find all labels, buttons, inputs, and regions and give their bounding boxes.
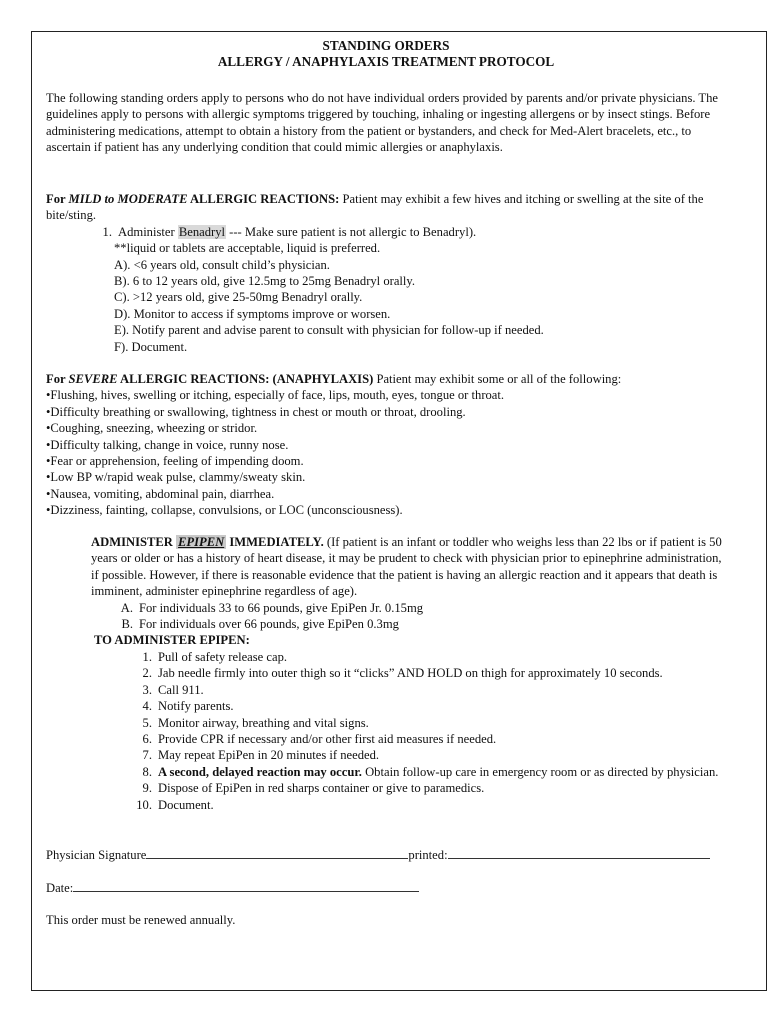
benadryl-highlight: Benadryl: [178, 224, 225, 239]
symptom-item: •Flushing, hives, swelling or itching, especially of face, lips, mouth, eyes, tongue or throat.: [46, 388, 505, 403]
step-item: [134, 715, 726, 731]
step-item: [134, 649, 726, 665]
mild-emph: MILD to MODERATE: [68, 192, 188, 206]
steps-list: [46, 649, 726, 813]
step-item: [134, 698, 726, 714]
mild-item-1: [46, 224, 726, 240]
symptom-item: •Dizziness, fainting, collapse, convulsions, or LOC (unconsciousness).: [46, 503, 403, 518]
date-label: Date:: [46, 881, 74, 895]
step-num: 9.: [142, 781, 152, 796]
dose-text: For individuals over 66 pounds, give EpiPen 0.3mg: [139, 617, 399, 632]
severe-for: For: [46, 372, 69, 386]
mild-heading: [46, 191, 726, 224]
step-item: [134, 764, 726, 780]
step-text: Notify parents.: [158, 699, 234, 714]
severe-section: [46, 371, 726, 519]
printed-name-field[interactable]: [448, 846, 710, 859]
mild-subitem: B). 6 to 12 years old, give 12.5mg to 25mg Benadryl orally.: [114, 274, 416, 289]
step-item: [134, 797, 726, 813]
symptom-item: •Difficulty talking, change in voice, runny nose.: [46, 437, 289, 452]
dose-item: [91, 616, 727, 632]
symptom-item: •Difficulty breathing or swallowing, tightness in chest or mouth or throat, drooling.: [46, 404, 466, 419]
symptom-item: •Low BP w/rapid weak pulse, clammy/sweaty skin.: [46, 470, 306, 485]
step-text: Obtain follow-up care in emergency room or as directed by physician.: [361, 764, 719, 779]
mild-note: **liquid or tablets are acceptable, liquid is preferred.: [114, 241, 381, 256]
severe-desc: Patient may exhibit some or all of the following:: [373, 372, 622, 386]
printed-label: printed:: [408, 848, 448, 862]
step-text: Pull of safety release cap.: [158, 650, 288, 664]
step-item: [134, 780, 726, 796]
step-num: 7.: [142, 748, 152, 763]
date-field[interactable]: [73, 879, 419, 892]
dose-num: A.: [120, 600, 133, 615]
severe-heading: [46, 371, 726, 387]
step-text: Dispose of EpiPen in red sharps container or give to paramedics.: [158, 781, 485, 796]
step-item: [134, 665, 726, 681]
step-num: 4.: [142, 699, 152, 714]
symptom-item: •Coughing, sneezing, wheezing or stridor.: [46, 421, 258, 436]
step-text: Monitor airway, breathing and vital signs.: [158, 715, 369, 730]
step-num: 3.: [142, 682, 152, 697]
step-num: 8.: [142, 764, 152, 779]
step-text: Document.: [158, 797, 214, 812]
mild-subitem: D). Monitor to access if symptoms improve or worsen.: [114, 306, 391, 321]
title-line-1: STANDING ORDERS: [322, 38, 450, 53]
step-item: [134, 682, 726, 698]
step-num: 6.: [142, 732, 152, 747]
step-text: May repeat EpiPen in 20 minutes if needed.: [158, 748, 380, 763]
intro-paragraph: The following standing orders apply to persons who do not have individual orders provided by parents and/or private physicians. The guidelines apply to persons with allergic symptoms triggered by touching, inhaling or ingesting allergens or by insect stings. Before administering medications, attempt to obtain a history from the patient or bystanders, and check for Med-Alert bracelets, etc., to ascertain if patient has any underlying condition that could mimic allergies or anaphylaxis.: [46, 91, 718, 155]
step-item: [134, 747, 726, 763]
dose-num: B.: [121, 617, 133, 632]
administer-text: (If patient is an infant or toddler who weighs less than 22 lbs or if patient is 50 years or older or has a history of heart disease, it may be prudent to check with physician prior to epinephrine administration, if possible. However, if there is reasonable evidence that the patient is having an allergic reaction and it appears that death is imminent, administer epinephrine regardless of age).: [91, 535, 722, 599]
dose-item: [91, 600, 727, 616]
renew-note: This order must be renewed annually.: [46, 913, 236, 927]
document-title: [46, 38, 726, 71]
mild-section: [46, 191, 726, 355]
title-line-2: ALLERGY / ANAPHYLAXIS TREATMENT PROTOCOL: [217, 54, 555, 70]
mild-subitem: A). <6 years old, consult child’s physician.: [114, 257, 330, 272]
administer-paragraph: [91, 534, 727, 600]
step-num: 5.: [142, 715, 152, 730]
date-row: [46, 879, 726, 896]
mild-item-1-pre: Administer: [118, 224, 178, 239]
epipen-highlight: EPIPEN: [178, 535, 225, 549]
step-text: Jab needle firmly into outer thigh so it “clicks” AND HOLD on thigh for approximately 10 seconds.: [158, 666, 663, 681]
administer-pre: ADMINISTER: [91, 535, 177, 549]
mild-for: For: [46, 192, 69, 206]
step-item: [134, 731, 726, 747]
step-bold-text: A second, delayed reaction may occur.: [158, 764, 362, 779]
mild-subitem: E). Notify parent and advise parent to consult with physician for follow-up if needed.: [114, 323, 544, 338]
signature-label: Physician Signature: [46, 848, 147, 862]
mild-heading-rest: ALLERGIC REACTIONS:: [187, 192, 340, 206]
mild-item-1-num: 1.: [102, 224, 112, 239]
step-text: Provide CPR if necessary and/or other first aid measures if needed.: [158, 732, 497, 747]
mild-item-1-post: --- Make sure patient is not allergic to Benadryl).: [226, 224, 477, 239]
dose-text: For individuals 33 to 66 pounds, give EpiPen Jr. 0.15mg: [139, 600, 424, 615]
signature-row: [46, 846, 726, 863]
symptom-item: •Fear or apprehension, feeling of impending doom.: [46, 454, 304, 469]
steps-heading: TO ADMINISTER EPIPEN:: [94, 633, 250, 648]
step-text: Call 911.: [158, 682, 204, 697]
mild-subitem: F). Document.: [114, 339, 188, 354]
severe-heading-rest: ALLERGIC REACTIONS: (ANAPHYLAXIS): [117, 372, 374, 386]
mild-subitem: C). >12 years old, give 25-50mg Benadryl orally.: [114, 290, 363, 305]
step-num: 2.: [142, 666, 152, 681]
signature-field[interactable]: [146, 846, 408, 859]
symptom-item: •Nausea, vomiting, abdominal pain, diarrhea.: [46, 486, 275, 501]
step-num: 1.: [142, 650, 152, 664]
mild-desc: Patient may exhibit a few hives and itching or swelling at the site of the bite/sting.: [46, 192, 704, 223]
administer-post: IMMEDIATELY.: [226, 535, 324, 549]
step-num: 10.: [136, 797, 152, 812]
severe-emph: SEVERE: [68, 372, 118, 386]
administer-section: [91, 534, 727, 649]
